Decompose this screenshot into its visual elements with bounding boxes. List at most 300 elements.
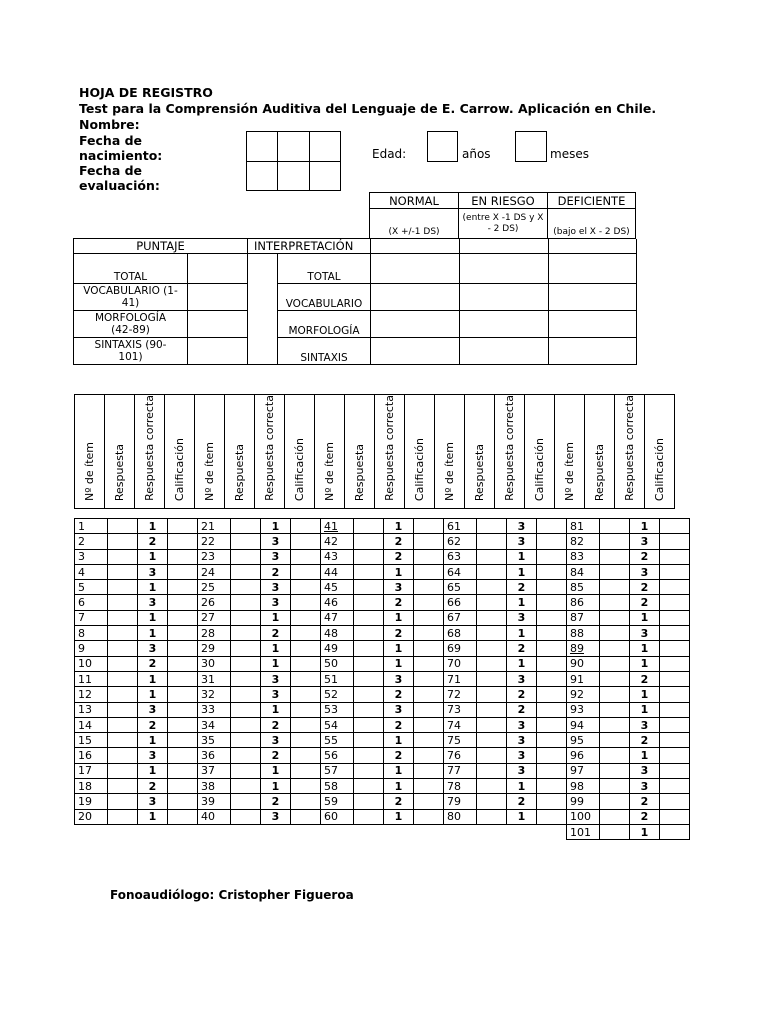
item-number: 66: [444, 595, 477, 610]
response-cell[interactable]: [231, 534, 261, 549]
response-cell[interactable]: [600, 794, 630, 809]
score-cell[interactable]: [660, 549, 690, 564]
response-cell[interactable]: [477, 809, 507, 824]
correct-answer: 3: [507, 748, 537, 763]
correct-answer: 3: [261, 809, 291, 824]
response-cell[interactable]: [108, 702, 138, 717]
correct-answer: 2: [630, 595, 660, 610]
score-cell[interactable]: [168, 519, 198, 534]
score-cell[interactable]: [291, 534, 321, 549]
correct-answer: 1: [261, 779, 291, 794]
response-cell[interactable]: [108, 626, 138, 641]
response-cell[interactable]: [354, 794, 384, 809]
correct-answer: 3: [261, 549, 291, 564]
score-cell[interactable]: [660, 671, 690, 686]
response-cell[interactable]: [354, 733, 384, 748]
score-cell[interactable]: [291, 549, 321, 564]
response-cell[interactable]: [231, 809, 261, 824]
score-cell[interactable]: [291, 717, 321, 732]
response-cell[interactable]: [108, 534, 138, 549]
score-cell[interactable]: [291, 641, 321, 656]
correct-answer: 3: [507, 534, 537, 549]
item-number: 94: [567, 717, 600, 732]
item-number: 35: [198, 733, 231, 748]
table-row: [75, 748, 690, 763]
score-cell[interactable]: [537, 702, 567, 717]
response-cell[interactable]: [108, 549, 138, 564]
correct-answer: 2: [507, 641, 537, 656]
response-cell[interactable]: [108, 717, 138, 732]
response-cell[interactable]: [600, 809, 630, 824]
response-cell[interactable]: [108, 748, 138, 763]
response-cell[interactable]: [354, 687, 384, 702]
response-cell[interactable]: [600, 824, 630, 839]
score-cell[interactable]: [537, 595, 567, 610]
score-cell[interactable]: [414, 641, 444, 656]
response-cell[interactable]: [108, 733, 138, 748]
item-number: 79: [444, 794, 477, 809]
response-cell[interactable]: [600, 717, 630, 732]
response-cell[interactable]: [354, 763, 384, 778]
score-cell[interactable]: [291, 564, 321, 579]
answer-column-header-label: Respuesta correcta: [502, 395, 516, 501]
response-cell[interactable]: [477, 626, 507, 641]
response-cell[interactable]: [231, 779, 261, 794]
item-number: 52: [321, 687, 354, 702]
answer-column-header-label: Nº de ítem: [322, 441, 336, 501]
score-input-sintaxis[interactable]: [188, 338, 248, 365]
item-number: 71: [444, 671, 477, 686]
score-cell[interactable]: [291, 671, 321, 686]
score-cell[interactable]: [537, 779, 567, 794]
correct-answer: 3: [261, 534, 291, 549]
score-cell[interactable]: [168, 717, 198, 732]
score-cell[interactable]: [537, 519, 567, 534]
item-number: 48: [321, 626, 354, 641]
score-cell[interactable]: [660, 794, 690, 809]
table-row: [75, 794, 690, 809]
score-cell[interactable]: [537, 748, 567, 763]
item-number: 67: [444, 610, 477, 625]
response-cell[interactable]: [108, 595, 138, 610]
interp-deficiente-morfologia[interactable]: [549, 311, 637, 338]
response-cell[interactable]: [600, 595, 630, 610]
score-input-total[interactable]: [188, 254, 248, 284]
score-cell[interactable]: [537, 717, 567, 732]
score-cell[interactable]: [660, 717, 690, 732]
response-cell[interactable]: [354, 702, 384, 717]
fecha-evaluacion-label-2: evaluación:: [79, 178, 160, 193]
answer-column-header: [435, 395, 465, 509]
response-cell[interactable]: [600, 549, 630, 564]
response-cell[interactable]: [600, 763, 630, 778]
score-cell[interactable]: [537, 794, 567, 809]
response-cell[interactable]: [600, 580, 630, 595]
score-cell[interactable]: [291, 595, 321, 610]
birth-month-box[interactable]: [278, 132, 310, 162]
response-cell[interactable]: [600, 748, 630, 763]
score-cell[interactable]: [414, 733, 444, 748]
item-number: 83: [567, 549, 600, 564]
score-cell[interactable]: [414, 702, 444, 717]
score-cell[interactable]: [168, 671, 198, 686]
meses-box[interactable]: [515, 131, 547, 162]
interp-normal-morfologia[interactable]: [371, 311, 460, 338]
response-cell[interactable]: [477, 580, 507, 595]
response-cell[interactable]: [108, 794, 138, 809]
score-cell[interactable]: [168, 702, 198, 717]
score-cell[interactable]: [660, 610, 690, 625]
score-cell[interactable]: [291, 656, 321, 671]
response-cell[interactable]: [231, 671, 261, 686]
answer-column-header-label: Respuesta: [472, 443, 486, 501]
score-input-vocabulario[interactable]: [188, 284, 248, 311]
response-cell[interactable]: [477, 794, 507, 809]
response-cell[interactable]: [477, 564, 507, 579]
response-cell[interactable]: [108, 809, 138, 824]
score-cell[interactable]: [537, 641, 567, 656]
response-cell[interactable]: [231, 748, 261, 763]
response-cell[interactable]: [231, 702, 261, 717]
item-number: 90: [567, 656, 600, 671]
response-cell[interactable]: [477, 595, 507, 610]
score-cell[interactable]: [414, 763, 444, 778]
response-cell[interactable]: [354, 580, 384, 595]
response-cell[interactable]: [354, 717, 384, 732]
score-cell[interactable]: [168, 549, 198, 564]
answer-column-header-label: Calificación: [532, 437, 546, 501]
item-number: 45: [321, 580, 354, 595]
answer-column-header-label: Respuesta: [592, 443, 606, 501]
score-cell[interactable]: [660, 656, 690, 671]
response-cell[interactable]: [477, 610, 507, 625]
score-cell[interactable]: [414, 626, 444, 641]
fecha-evaluacion-label-1: Fecha de: [79, 163, 143, 178]
response-cell[interactable]: [231, 763, 261, 778]
score-cell[interactable]: [414, 580, 444, 595]
response-cell[interactable]: [108, 656, 138, 671]
response-cell[interactable]: [108, 519, 138, 534]
response-cell[interactable]: [477, 779, 507, 794]
score-cell[interactable]: [291, 748, 321, 763]
correct-answer: 1: [261, 641, 291, 656]
score-cell[interactable]: [291, 687, 321, 702]
response-cell[interactable]: [354, 534, 384, 549]
score-cell[interactable]: [291, 626, 321, 641]
score-cell[interactable]: [414, 656, 444, 671]
score-cell[interactable]: [537, 763, 567, 778]
response-cell[interactable]: [354, 671, 384, 686]
eval-year-box[interactable]: [310, 162, 341, 191]
item-number: 44: [321, 564, 354, 579]
score-cell[interactable]: [168, 733, 198, 748]
score-cell[interactable]: [168, 687, 198, 702]
item-number: 76: [444, 748, 477, 763]
correct-answer: 3: [138, 564, 168, 579]
score-cell[interactable]: [414, 748, 444, 763]
response-cell[interactable]: [108, 641, 138, 656]
item-number: 1: [75, 519, 108, 534]
correct-answer: 1: [384, 564, 414, 579]
correct-answer: 1: [630, 519, 660, 534]
score-cell[interactable]: [537, 671, 567, 686]
score-cell[interactable]: [660, 779, 690, 794]
normal-sub: (X +/-1 DS): [370, 209, 459, 239]
response-cell[interactable]: [354, 595, 384, 610]
score-cell[interactable]: [168, 748, 198, 763]
response-cell[interactable]: [231, 733, 261, 748]
response-cell[interactable]: [600, 519, 630, 534]
score-cell[interactable]: [660, 519, 690, 534]
birth-day-box[interactable]: [247, 132, 278, 162]
table-row: [75, 763, 690, 778]
score-cell[interactable]: [660, 534, 690, 549]
response-cell[interactable]: [231, 519, 261, 534]
table-row: [75, 687, 690, 702]
deficiente-header: DEFICIENTE: [548, 193, 636, 209]
score-cell[interactable]: [660, 580, 690, 595]
answer-grid: [74, 518, 690, 840]
score-cell[interactable]: [414, 671, 444, 686]
item-number: 20: [75, 809, 108, 824]
interp-normal-vocabulario[interactable]: [371, 284, 460, 311]
response-cell[interactable]: [354, 809, 384, 824]
response-cell[interactable]: [231, 549, 261, 564]
item-number: 64: [444, 564, 477, 579]
response-cell[interactable]: [477, 656, 507, 671]
response-cell[interactable]: [600, 779, 630, 794]
response-cell[interactable]: [477, 702, 507, 717]
response-cell[interactable]: [231, 580, 261, 595]
correct-answer: 3: [630, 717, 660, 732]
interp-deficiente-vocabulario[interactable]: [549, 284, 637, 311]
response-cell[interactable]: [108, 763, 138, 778]
correct-answer: 1: [138, 610, 168, 625]
score-cell[interactable]: [414, 534, 444, 549]
response-cell[interactable]: [600, 626, 630, 641]
score-cell[interactable]: [660, 733, 690, 748]
score-cell[interactable]: [168, 564, 198, 579]
response-cell[interactable]: [477, 717, 507, 732]
response-cell[interactable]: [354, 641, 384, 656]
score-cell[interactable]: [660, 687, 690, 702]
response-cell[interactable]: [477, 549, 507, 564]
response-cell[interactable]: [600, 641, 630, 656]
score-cell[interactable]: [660, 595, 690, 610]
score-cell[interactable]: [414, 610, 444, 625]
score-cell[interactable]: [168, 610, 198, 625]
response-cell[interactable]: [477, 641, 507, 656]
interp-riesgo-total[interactable]: [460, 254, 549, 284]
score-cell[interactable]: [168, 794, 198, 809]
score-cell[interactable]: [537, 580, 567, 595]
item-number: 11: [75, 671, 108, 686]
answer-column-header-label: Respuesta correcta: [382, 395, 396, 501]
item-number: 5: [75, 580, 108, 595]
score-cell[interactable]: [414, 809, 444, 824]
answer-column-header: [555, 395, 585, 509]
response-cell[interactable]: [108, 564, 138, 579]
response-cell[interactable]: [231, 717, 261, 732]
response-cell[interactable]: [231, 610, 261, 625]
response-cell[interactable]: [477, 519, 507, 534]
response-cell[interactable]: [354, 626, 384, 641]
interp-normal-sintaxis[interactable]: [371, 338, 460, 365]
correct-answer: 1: [507, 564, 537, 579]
score-row-label: SINTAXIS (90-101): [74, 338, 188, 365]
item-number: 57: [321, 763, 354, 778]
score-cell[interactable]: [660, 626, 690, 641]
score-cell[interactable]: [537, 733, 567, 748]
response-cell[interactable]: [477, 748, 507, 763]
correct-answer: 3: [630, 779, 660, 794]
response-cell[interactable]: [600, 534, 630, 549]
response-cell[interactable]: [600, 671, 630, 686]
interp-deficiente-total[interactable]: [549, 254, 637, 284]
score-cell[interactable]: [291, 610, 321, 625]
score-cell[interactable]: [414, 564, 444, 579]
correct-answer: 3: [507, 763, 537, 778]
eval-month-box[interactable]: [278, 162, 310, 191]
interp-row-label: SINTAXIS: [278, 338, 371, 365]
score-cell[interactable]: [414, 794, 444, 809]
interp-deficiente-sintaxis[interactable]: [549, 338, 637, 365]
score-cell[interactable]: [414, 519, 444, 534]
response-cell[interactable]: [477, 763, 507, 778]
response-cell[interactable]: [231, 656, 261, 671]
response-cell[interactable]: [354, 610, 384, 625]
correct-answer: 3: [384, 580, 414, 595]
response-cell[interactable]: [231, 595, 261, 610]
item-number: 51: [321, 671, 354, 686]
answer-column-header: [375, 395, 405, 509]
interp-riesgo-vocabulario[interactable]: [460, 284, 549, 311]
score-cell[interactable]: [660, 641, 690, 656]
correct-answer: 2: [384, 794, 414, 809]
score-cell[interactable]: [291, 580, 321, 595]
score-cell[interactable]: [537, 549, 567, 564]
score-cell[interactable]: [537, 809, 567, 824]
score-cell[interactable]: [660, 564, 690, 579]
response-cell[interactable]: [231, 794, 261, 809]
score-cell[interactable]: [537, 610, 567, 625]
correct-answer: 3: [507, 671, 537, 686]
response-cell[interactable]: [354, 779, 384, 794]
score-cell[interactable]: [414, 549, 444, 564]
score-cell[interactable]: [168, 641, 198, 656]
score-cell[interactable]: [291, 809, 321, 824]
score-cell[interactable]: [168, 809, 198, 824]
score-cell[interactable]: [414, 779, 444, 794]
score-cell[interactable]: [291, 763, 321, 778]
interp-riesgo-sintaxis[interactable]: [460, 338, 549, 365]
score-cell[interactable]: [168, 534, 198, 549]
interp-riesgo-morfologia[interactable]: [460, 311, 549, 338]
response-cell[interactable]: [354, 549, 384, 564]
response-cell[interactable]: [600, 656, 630, 671]
score-cell[interactable]: [537, 534, 567, 549]
correct-answer: 2: [630, 580, 660, 595]
response-cell[interactable]: [108, 671, 138, 686]
score-cell[interactable]: [537, 656, 567, 671]
response-cell[interactable]: [477, 687, 507, 702]
riesgo-sub: (entre X -1 DS y X - 2 DS): [459, 209, 548, 239]
correct-answer: 2: [261, 564, 291, 579]
response-cell[interactable]: [108, 610, 138, 625]
response-cell[interactable]: [108, 580, 138, 595]
score-cell[interactable]: [291, 519, 321, 534]
score-cell[interactable]: [537, 626, 567, 641]
response-cell[interactable]: [354, 748, 384, 763]
table-row: [75, 549, 690, 564]
score-cell[interactable]: [291, 779, 321, 794]
response-cell[interactable]: [600, 733, 630, 748]
score-cell[interactable]: [660, 702, 690, 717]
response-cell[interactable]: [477, 733, 507, 748]
correct-answer: 3: [630, 763, 660, 778]
response-cell[interactable]: [600, 702, 630, 717]
anos-box[interactable]: [427, 131, 458, 162]
score-cell[interactable]: [168, 580, 198, 595]
score-cell[interactable]: [168, 595, 198, 610]
response-cell[interactable]: [477, 534, 507, 549]
score-input-morfologia[interactable]: [188, 311, 248, 338]
eval-day-box[interactable]: [247, 162, 278, 191]
response-cell[interactable]: [600, 687, 630, 702]
answer-column-header: [345, 395, 375, 509]
response-cell[interactable]: [231, 641, 261, 656]
response-cell[interactable]: [231, 626, 261, 641]
score-cell[interactable]: [537, 687, 567, 702]
response-cell[interactable]: [231, 564, 261, 579]
score-cell[interactable]: [168, 626, 198, 641]
interp-row-label: TOTAL: [278, 254, 371, 284]
item-number: 89: [567, 641, 600, 656]
score-cell[interactable]: [291, 702, 321, 717]
score-cell[interactable]: [168, 656, 198, 671]
score-cell[interactable]: [660, 763, 690, 778]
response-cell[interactable]: [231, 687, 261, 702]
score-cell[interactable]: [168, 763, 198, 778]
score-cell[interactable]: [660, 824, 690, 839]
score-cell[interactable]: [414, 717, 444, 732]
correct-answer: 3: [630, 534, 660, 549]
score-cell[interactable]: [291, 794, 321, 809]
birth-year-box[interactable]: [310, 132, 341, 162]
response-cell[interactable]: [108, 687, 138, 702]
item-number: 2: [75, 534, 108, 549]
anos-label: años: [462, 147, 491, 161]
interp-normal-total[interactable]: [371, 254, 460, 284]
response-cell[interactable]: [354, 564, 384, 579]
response-cell[interactable]: [354, 656, 384, 671]
score-cell[interactable]: [168, 779, 198, 794]
response-cell[interactable]: [600, 564, 630, 579]
score-cell[interactable]: [414, 687, 444, 702]
answer-column-header: [285, 395, 315, 509]
date-boxes: [246, 131, 341, 191]
correct-answer: 2: [138, 534, 168, 549]
response-cell[interactable]: [354, 519, 384, 534]
score-cell[interactable]: [291, 733, 321, 748]
score-cell[interactable]: [537, 564, 567, 579]
score-cell[interactable]: [660, 748, 690, 763]
response-cell[interactable]: [108, 779, 138, 794]
score-cell[interactable]: [414, 595, 444, 610]
score-cell[interactable]: [660, 809, 690, 824]
response-cell[interactable]: [477, 671, 507, 686]
response-cell[interactable]: [600, 610, 630, 625]
